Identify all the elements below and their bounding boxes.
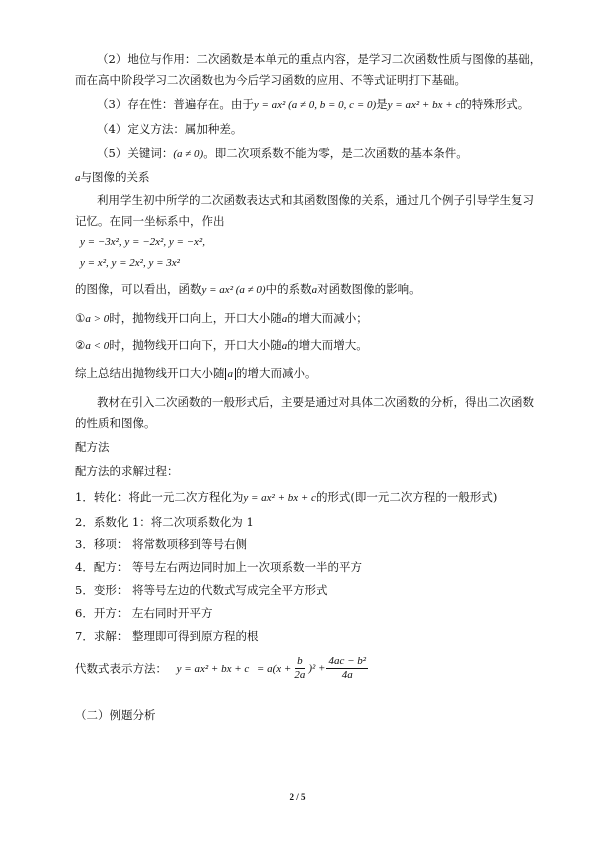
formula: y = ax² (a ≠ 0, b = 0, c = 0) [253, 99, 377, 111]
text-line [75, 311, 368, 326]
formula: )² + [308, 662, 326, 675]
text-line [75, 655, 369, 682]
text-line: 记忆。在同一坐标系中，作出 [75, 214, 225, 228]
formula: a [75, 172, 81, 184]
formula: a [281, 340, 288, 352]
formula: a [281, 313, 288, 325]
text-segment: （3）存在性：普遍存在。由于 [97, 97, 254, 111]
formula: a [311, 284, 318, 296]
formula: y = ax² + bx + c [243, 492, 316, 504]
formula: a > 0 [85, 313, 110, 325]
text-segment: 1．转化：将此一元二次方程化为 [75, 490, 244, 504]
text-line: 配方法的求解过程： [75, 464, 179, 478]
fraction [292, 655, 307, 682]
fraction [326, 655, 368, 682]
denominator: 4a [341, 669, 353, 681]
text-segment: 与图像的关系 [80, 170, 150, 184]
text-segment: 对函数图像的影响。 [317, 282, 421, 296]
text-line [97, 146, 468, 161]
text-line [75, 366, 317, 380]
text-line: 教材在引入二次函数的一般形式后，主要是通过对具体二次函数的分析，得出二次函数 [97, 395, 534, 409]
section-heading: 配方法 [75, 440, 110, 454]
section-heading [75, 170, 150, 185]
text-line: 利用学生初中所学的二次函数表达式和其函数图像的关系，通过几个例子引导学生复习 [97, 193, 534, 207]
text-segment: 的图像，可以看出，函数 [75, 282, 202, 296]
text-line: 2．系数化 1：将二次项系数化为 1 [75, 515, 254, 529]
page-number: 2 / 5 [289, 792, 306, 802]
text-segment: 的增大而减小。 [236, 366, 317, 380]
text-line [97, 97, 529, 112]
denominator: 2a [294, 669, 306, 681]
text-line [75, 338, 368, 353]
text-line: （2）地位与作用：二次函数是本单元的重点内容，是学习二次函数性质与图像的基础， [97, 52, 542, 66]
text-segment: 。即二次项系数不能为零，是二次函数的基本条件。 [203, 146, 468, 160]
formula: y = ax² + bx + c [387, 99, 461, 111]
text-line [75, 282, 421, 297]
numerator: 4ac − b² [328, 655, 367, 667]
text-segment: 代数式表示方法： [75, 661, 167, 676]
formula: y = x², y = 2x², y = 3x² [80, 257, 180, 269]
text-line: （4）定义方法：属加种差。 [97, 122, 243, 136]
text-line: 的性质和图像。 [75, 416, 156, 430]
text-segment: 时，抛物线开口向下，开口大小随 [109, 338, 282, 352]
text-line: 而在高中阶段学习二次函数也为今后学习函数的应用、不等式证明打下基础。 [75, 73, 466, 87]
formula: y = −3x², y = −2x², y = −x², [80, 236, 205, 248]
text-segment: （5）关键词： [97, 146, 174, 160]
text-segment: 综上总结出抛物线开口大小随 [75, 366, 225, 380]
formula: y = ax² + bx + c [176, 662, 250, 675]
text-line [75, 490, 497, 505]
text-segment: 是 [376, 97, 388, 111]
text-line: 7．求解： 整理即可得到原方程的根 [75, 629, 259, 643]
text-segment: 的增大而增大。 [287, 338, 368, 352]
text-segment: 中的系数 [265, 282, 312, 296]
text-segment: 的增大而减小； [287, 311, 368, 325]
text-line: 5．变形： 将等号左边的代数式写成完全平方形式 [75, 583, 328, 597]
formula: (a ≠ 0) [173, 148, 204, 160]
abs-a: a [225, 368, 237, 380]
text-segment: ① [75, 311, 86, 325]
text-line: 6．开方： 左右同时开平方 [75, 606, 213, 620]
text-line: 4．配方： 等号左右两边同时加上一次项系数一半的平方 [75, 560, 362, 574]
numerator: b [297, 655, 303, 667]
formula: a < 0 [85, 340, 110, 352]
text-segment: 时，抛物线开口向上，开口大小随 [109, 311, 282, 325]
formula: = a(x + [256, 662, 292, 675]
section-heading: （二）例题分析 [75, 708, 156, 722]
formula: y = ax² (a ≠ 0) [201, 284, 266, 296]
text-line: 3．移项： 将常数项移到等号右侧 [75, 537, 247, 551]
text-segment: 的特殊形式。 [460, 97, 530, 111]
text-segment: 的形式(即一元二次方程的一般形式) [315, 490, 498, 504]
text-segment: ② [75, 338, 86, 352]
